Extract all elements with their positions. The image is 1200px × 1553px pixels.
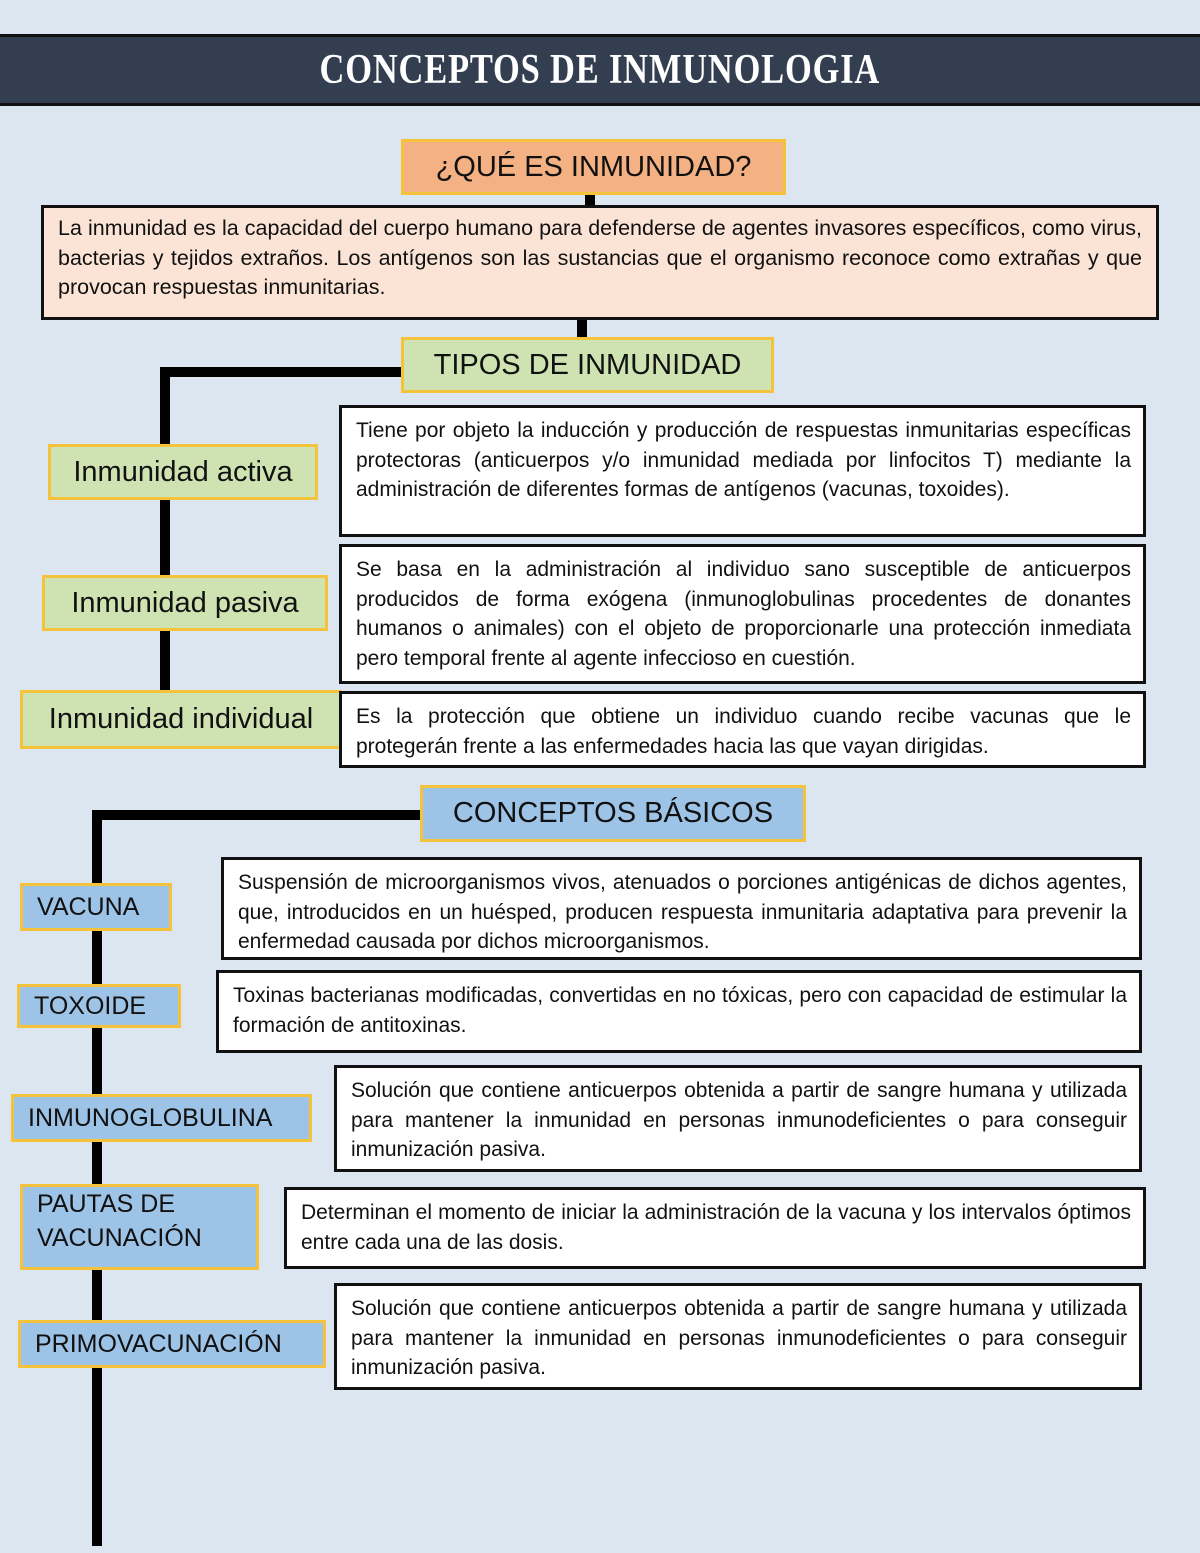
concept-box-inmunoglobulina — [11, 1094, 312, 1142]
concept-label-inmunoglobulina: INMUNOGLOBULINA — [28, 1103, 273, 1132]
type-desc-individual: Es la protección que obtiene un individuo cuando recibe vacunas que le protegerán frente a las enfermedades hacia las que vayan dirigidas. — [339, 691, 1146, 768]
concept-desc-inmunoglobulina: Solución que contiene anticuerpos obtenida a partir de sangre humana y utilizada para mantener la inmunidad en personas inmunodeficientes o para conseguir inmunización pasiva. — [334, 1065, 1142, 1172]
concept-desc-pautas: Determinan el momento de iniciar la administración de la vacuna y los intervalos óptimos entre cada una de las dosis. — [284, 1187, 1146, 1269]
type-desc-pasiva: Se basa en la administración al individuo sano susceptible de anticuerpos producidos de forma exógena (inmunoglobulinas procedentes de donantes humanos o animales) con el objeto de proporcionarle una protección inmediata pero temporal frente al agente infeccioso en cuestión. — [339, 544, 1146, 684]
types-header — [401, 337, 774, 393]
definition-box: La inmunidad es la capacidad del cuerpo humano para defenderse de agentes invasores específicos, como virus, bacterias y tejidos extraños. Los antígenos son las sustancias que el organismo reconoce como extrañas y que provocan respuestas inmunitarias. — [41, 205, 1159, 320]
basics-header-label: CONCEPTOS BÁSICOS — [452, 797, 774, 829]
type-label-activa: Inmunidad activa — [73, 455, 293, 488]
type-box-activa — [48, 444, 318, 500]
concept-label-pautas-line1: PAUTAS DE — [37, 1190, 175, 1218]
type-desc-activa: Tiene por objeto la inducción y producción de respuestas inmunitarias específicas protectoras (anticuerpos y/o inmunidad mediada por linfocitos T) mediante la administración de diferentes formas de antígenos (vacunas, toxoides). — [339, 405, 1146, 537]
question-box — [401, 139, 786, 195]
basics-header — [420, 785, 806, 842]
connector-types-vertical — [160, 367, 170, 692]
concept-desc-vacuna: Suspensión de microorganismos vivos, atenuados o porciones antigénicas de dichos agentes, que, introducidos en un huésped, producen respuesta inmunitaria adaptativa para prevenir la enfermedad causada por dichos microorganismos. — [221, 857, 1142, 960]
concept-label-primovacunacion: PRIMOVACUNACIÓN — [35, 1329, 282, 1358]
concept-box-pautas — [20, 1184, 259, 1270]
type-label-pasiva: Inmunidad pasiva — [71, 586, 299, 619]
concept-box-primovacunacion — [18, 1320, 326, 1368]
concept-label-vacuna: VACUNA — [37, 892, 140, 921]
concept-label-toxoide: TOXOIDE — [34, 991, 147, 1020]
concept-desc-primovacunacion: Solución que contiene anticuerpos obtenida a partir de sangre humana y utilizada para mantener la inmunidad en personas inmunodeficientes o para conseguir inmunización pasiva. — [334, 1283, 1142, 1390]
question-label: ¿QUÉ ES INMUNIDAD? — [435, 150, 752, 183]
types-header-label: TIPOS DE INMUNIDAD — [433, 348, 742, 381]
title-banner — [0, 34, 1200, 106]
type-box-individual — [20, 690, 342, 749]
page-title: CONCEPTOS DE INMUNOLOGIA — [319, 47, 881, 93]
concept-desc-toxoide: Toxinas bacterianas modificadas, convertidas en no tóxicas, pero con capacidad de estimular la formación de antitoxinas. — [216, 970, 1142, 1053]
connector-basics-horizontal — [92, 810, 420, 820]
type-label-individual: Inmunidad individual — [48, 703, 314, 735]
concept-box-toxoide — [17, 984, 181, 1028]
concept-box-vacuna — [20, 883, 172, 931]
connector-types-horizontal — [160, 367, 404, 377]
type-box-pasiva — [42, 575, 328, 631]
concept-label-pautas-line2: VACUNACIÓN — [37, 1224, 202, 1252]
